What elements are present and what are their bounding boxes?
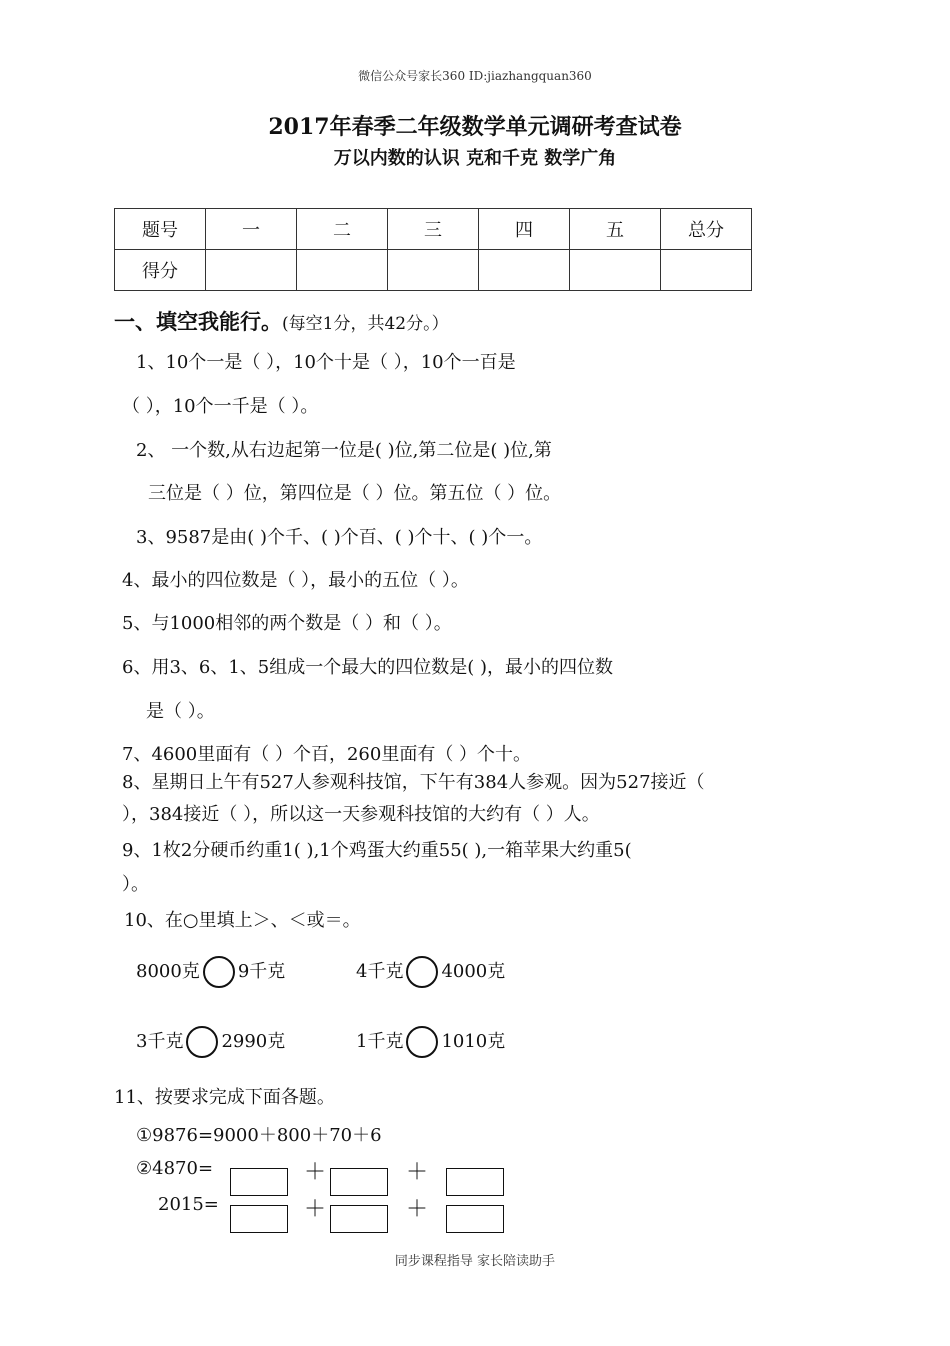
score-cell[interactable] bbox=[388, 250, 479, 291]
question-6-line-1: 6、用3、6、1、5组成一个最大的四位数是( )，最小的四位数 bbox=[122, 657, 614, 678]
question-8-line-2: ），384接近（ ），所以这一天参观科技馆的大约有（ ）人。 bbox=[122, 804, 600, 825]
score-cell[interactable] bbox=[661, 250, 752, 291]
question-11-line-2-label: 2015= bbox=[158, 1194, 219, 1215]
page-footer: 同步课程指导 家长陪读助手 bbox=[394, 1254, 556, 1269]
compare-item bbox=[356, 956, 505, 988]
compare-left: 8000克 bbox=[136, 961, 200, 982]
answer-box[interactable] bbox=[330, 1205, 388, 1233]
table-cell: 题号 bbox=[115, 209, 206, 250]
compare-item bbox=[136, 1026, 285, 1058]
compare-left: 1千克 bbox=[356, 1031, 404, 1052]
question-6-line-2: 是（ ）。 bbox=[146, 701, 215, 722]
question-4: 4、最小的四位数是（ ），最小的五位（ ）。 bbox=[122, 570, 469, 591]
question-1-line-1: 1、10个一是（ ），10个十是（ ），10个一百是 bbox=[136, 352, 516, 373]
question-9-line-2: ）。 bbox=[122, 874, 149, 895]
score-table-header-row bbox=[115, 209, 752, 250]
question-9-line-1: 9、1枚2分硬币约重1( ),1个鸡蛋大约重55( ),一箱苹果大约重5( bbox=[122, 840, 632, 861]
question-2-line-2: 三位是（ ）位，第四位是（ ）位。第五位（ ）位。 bbox=[148, 483, 562, 504]
table-cell: 五 bbox=[570, 209, 661, 250]
compare-circle[interactable] bbox=[203, 956, 235, 988]
compare-item bbox=[356, 1026, 505, 1058]
compare-left: 3千克 bbox=[136, 1031, 184, 1052]
table-cell: 总分 bbox=[661, 209, 752, 250]
table-cell: 一 bbox=[206, 209, 297, 250]
compare-circle[interactable] bbox=[186, 1026, 218, 1058]
table-cell: 得分 bbox=[115, 250, 206, 291]
score-table bbox=[114, 208, 752, 291]
answer-box[interactable] bbox=[230, 1168, 288, 1196]
compare-left: 4千克 bbox=[356, 961, 404, 982]
compare-right: 9千克 bbox=[237, 961, 286, 982]
compare-right: 4000克 bbox=[441, 961, 506, 982]
question-8-line-1: 8、星期日上午有527人参观科技馆，下午有384人参观。因为527接近（ bbox=[122, 772, 705, 793]
question-1-line-2: （ ），10个一千是（ ）。 bbox=[122, 396, 319, 417]
question-5: 5、与1000相邻的两个数是（ ）和（ ）。 bbox=[122, 613, 452, 634]
plus-sign: ＋ bbox=[406, 1197, 429, 1222]
compare-circle[interactable] bbox=[406, 956, 438, 988]
question-10: 10、在○里填上＞、＜或＝。 bbox=[124, 910, 361, 931]
question-11-example: ①9876=9000＋800＋70＋6 bbox=[136, 1125, 382, 1146]
answer-box[interactable] bbox=[330, 1168, 388, 1196]
score-cell[interactable] bbox=[297, 250, 388, 291]
plus-sign: ＋ bbox=[304, 1160, 327, 1185]
question-11-line-1-label: ②4870= bbox=[136, 1158, 214, 1179]
question-2-line-1: 2、 一个数,从右边起第一位是( )位,第二位是( )位,第 bbox=[136, 440, 552, 461]
section-title: 一、填空我能行。 bbox=[114, 310, 282, 334]
score-cell[interactable] bbox=[206, 250, 297, 291]
question-11: 11、按要求完成下面各题。 bbox=[114, 1087, 335, 1108]
table-cell: 三 bbox=[388, 209, 479, 250]
exam-subtitle: 万以内数的认识 克和千克 数学广角 bbox=[333, 148, 617, 169]
table-cell: 二 bbox=[297, 209, 388, 250]
compare-circle[interactable] bbox=[406, 1026, 438, 1058]
plus-sign: ＋ bbox=[304, 1197, 327, 1222]
score-cell[interactable] bbox=[570, 250, 661, 291]
question-3: 3、9587是由( )个千、( )个百、( )个十、( )个一。 bbox=[136, 527, 543, 548]
score-cell[interactable] bbox=[479, 250, 570, 291]
score-table-score-row bbox=[115, 250, 752, 291]
compare-item bbox=[136, 956, 285, 988]
table-cell: 四 bbox=[479, 209, 570, 250]
compare-right: 1010克 bbox=[441, 1031, 506, 1052]
section-heading bbox=[114, 306, 449, 336]
compare-right: 2990克 bbox=[221, 1031, 286, 1052]
answer-box[interactable] bbox=[446, 1205, 504, 1233]
question-7: 7、4600里面有（ ）个百，260里面有（ ）个十。 bbox=[122, 744, 532, 765]
answer-box[interactable] bbox=[446, 1168, 504, 1196]
section-note: (每空1分，共42分。） bbox=[282, 314, 449, 334]
plus-sign: ＋ bbox=[406, 1160, 429, 1185]
page-header: 微信公众号家长360 ID:jiazhangquan360 bbox=[358, 69, 592, 83]
answer-box[interactable] bbox=[230, 1205, 288, 1233]
exam-title: 2017年春季二年级数学单元调研考查试卷 bbox=[268, 114, 682, 140]
